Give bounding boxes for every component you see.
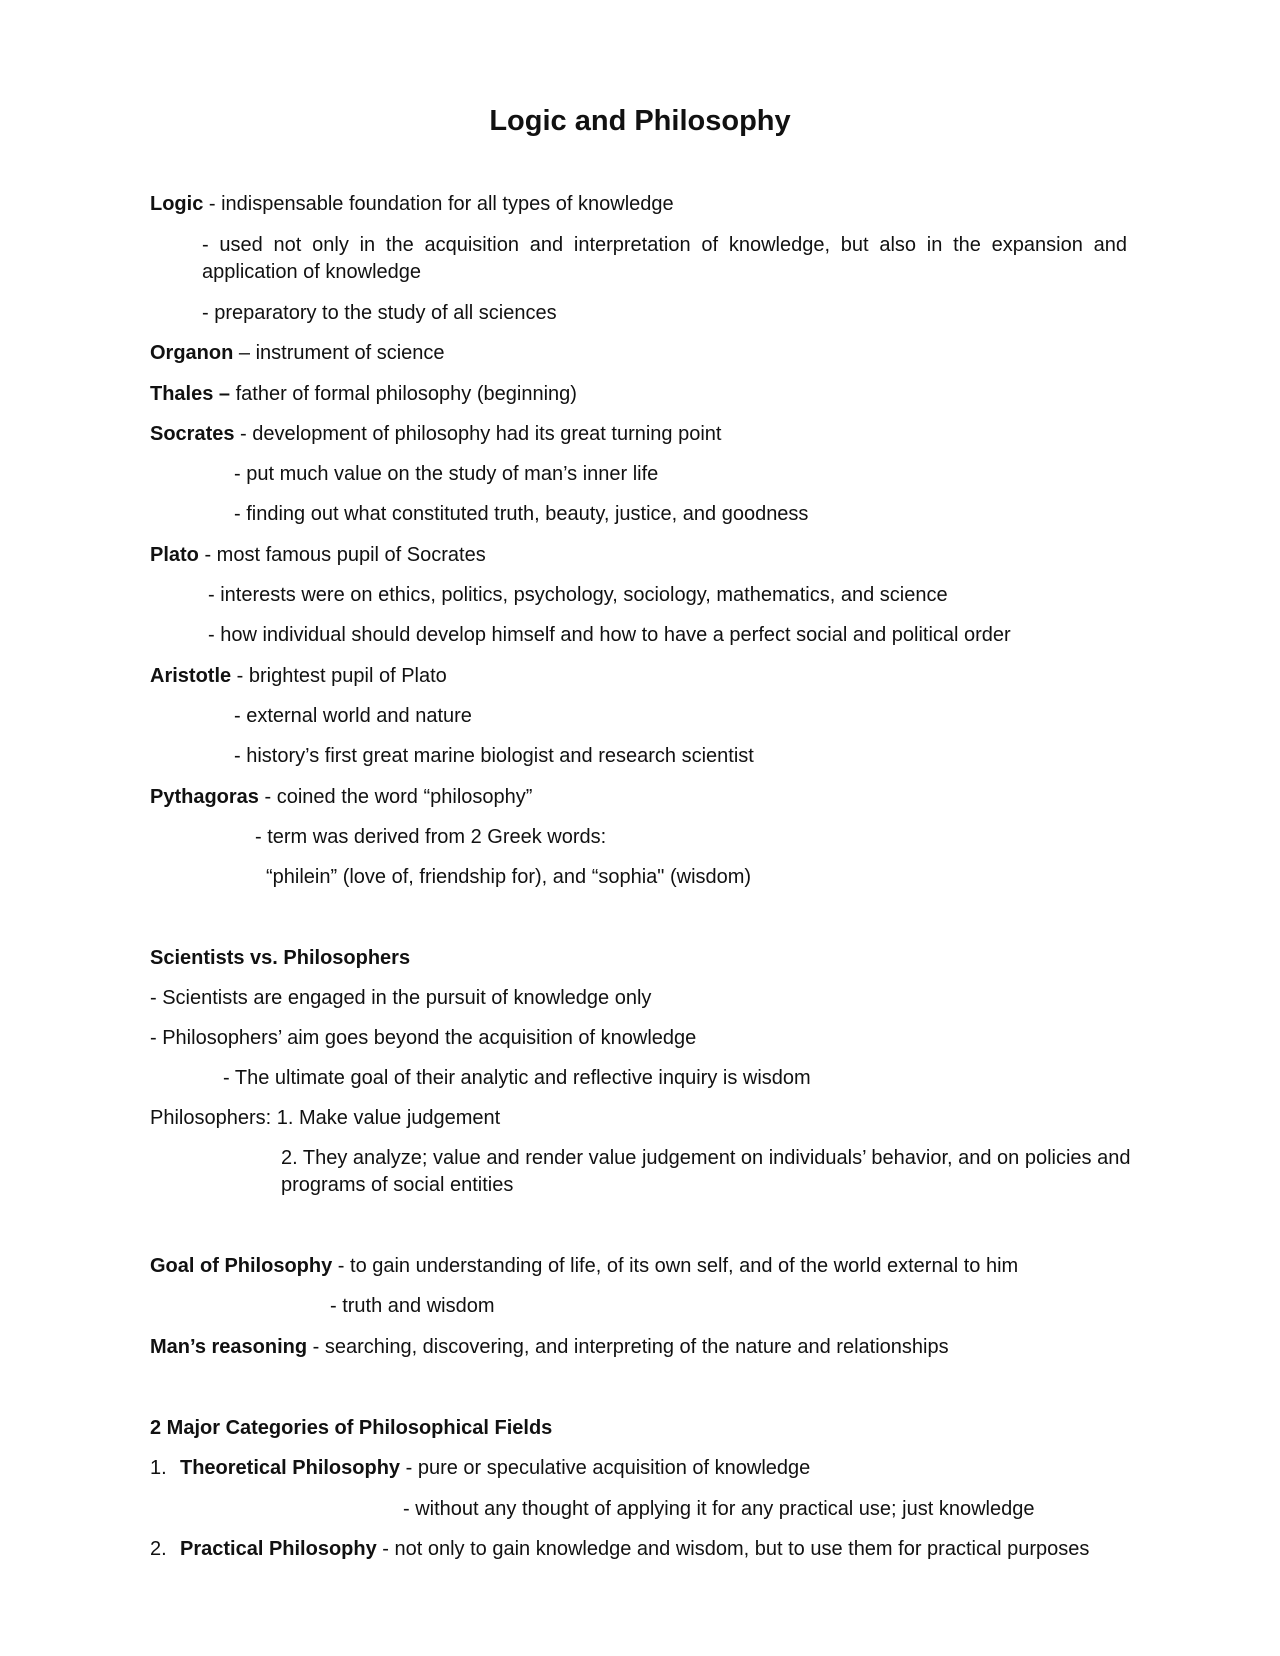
logic-term: Logic — [150, 193, 204, 215]
socrates-def: - development of philosophy had its great turning point — [234, 423, 722, 445]
scientists-point: - The ultimate goal of their analytic and reflective inquiry is wisdom — [223, 1067, 811, 1089]
category-item — [150, 1455, 167, 1481]
category-subpoint: - without any thought of applying it for any practical use; just knowledge — [403, 1498, 1035, 1520]
logic-def: - indispensable foundation for all types of knowledge — [203, 193, 674, 215]
pythagoras-def: - coined the word “philosophy” — [258, 786, 533, 808]
plato-term: Plato — [150, 544, 199, 566]
pythagoras-point: “philein” (love of, friendship for), and “sophia" (wisdom) — [266, 866, 752, 888]
category-term: Theoretical Philosophy — [180, 1457, 401, 1479]
socrates-point: - finding out what constituted truth, beauty, justice, and goodness — [234, 503, 809, 525]
category-definition — [180, 1536, 1089, 1562]
organon-definition — [150, 340, 445, 366]
aristotle-definition — [150, 663, 447, 689]
aristotle-point: - external world and nature — [234, 705, 472, 727]
category-number: 2. — [150, 1538, 167, 1560]
pythagoras-definition — [150, 784, 532, 810]
philosophers-item: 1. Make value judgement — [276, 1107, 501, 1129]
category-number: 1. — [150, 1457, 167, 1479]
pythagoras-point: - term was derived from 2 Greek words: — [255, 826, 607, 848]
goal-term: Goal of Philosophy — [150, 1255, 333, 1277]
pythagoras-term: Pythagoras — [150, 786, 259, 808]
thales-definition — [150, 381, 577, 407]
philosophers-label: Philosophers: — [150, 1107, 277, 1129]
aristotle-point: - history’s first great marine biologist and research scientist — [234, 745, 754, 767]
categories-heading: 2 Major Categories of Philosophical Fields — [150, 1417, 553, 1439]
thales-term: Thales – — [150, 383, 231, 405]
category-term: Practical Philosophy — [180, 1538, 377, 1560]
category-definition — [180, 1455, 810, 1481]
scientists-point: - Scientists are engaged in the pursuit of knowledge only — [150, 987, 652, 1009]
logic-point: - preparatory to the study of all sciences — [202, 302, 557, 324]
organon-term: Organon — [150, 342, 234, 364]
philosophers-item: 2. They analyze; value and render value judgement on individuals’ behavior, and on policies and programs of social entities — [281, 1147, 1131, 1196]
scientists-heading: Scientists vs. Philosophers — [150, 947, 411, 969]
aristotle-def: - brightest pupil of Plato — [231, 665, 447, 687]
goal-point: - truth and wisdom — [330, 1295, 495, 1317]
logic-point: - used not only in the acquisition and interpretation of knowledge, but also in the expansion and application of knowledge — [202, 234, 1127, 283]
category-item — [150, 1536, 167, 1562]
plato-definition — [150, 542, 486, 568]
plato-point: - how individual should develop himself and how to have a perfect social and political order — [208, 624, 1011, 646]
goal-def: - to gain understanding of life, of its own self, and of the world external to him — [332, 1255, 1019, 1277]
socrates-definition — [150, 421, 721, 447]
reasoning-def: - searching, discovering, and interpreting of the nature and relationships — [307, 1336, 949, 1358]
thales-def: father of formal philosophy (beginning) — [230, 383, 577, 405]
socrates-point: - put much value on the study of man’s inner life — [234, 463, 659, 485]
reasoning-term: Man’s reasoning — [150, 1336, 308, 1358]
category-def: - pure or speculative acquisition of knowledge — [400, 1457, 811, 1479]
page-title: Logic and Philosophy — [489, 105, 791, 137]
reasoning-definition — [150, 1334, 949, 1360]
goal-definition — [150, 1253, 1018, 1279]
organon-def: – instrument of science — [233, 342, 445, 364]
socrates-term: Socrates — [150, 423, 235, 445]
scientists-point: - Philosophers’ aim goes beyond the acquisition of knowledge — [150, 1027, 697, 1049]
aristotle-term: Aristotle — [150, 665, 232, 687]
category-def: - not only to gain knowledge and wisdom, but to use them for practical purposes — [376, 1538, 1090, 1560]
logic-definition — [150, 191, 674, 217]
plato-def: - most famous pupil of Socrates — [198, 544, 486, 566]
philosophers-line — [150, 1105, 500, 1131]
plato-point: - interests were on ethics, politics, psychology, sociology, mathematics, and science — [208, 584, 948, 606]
